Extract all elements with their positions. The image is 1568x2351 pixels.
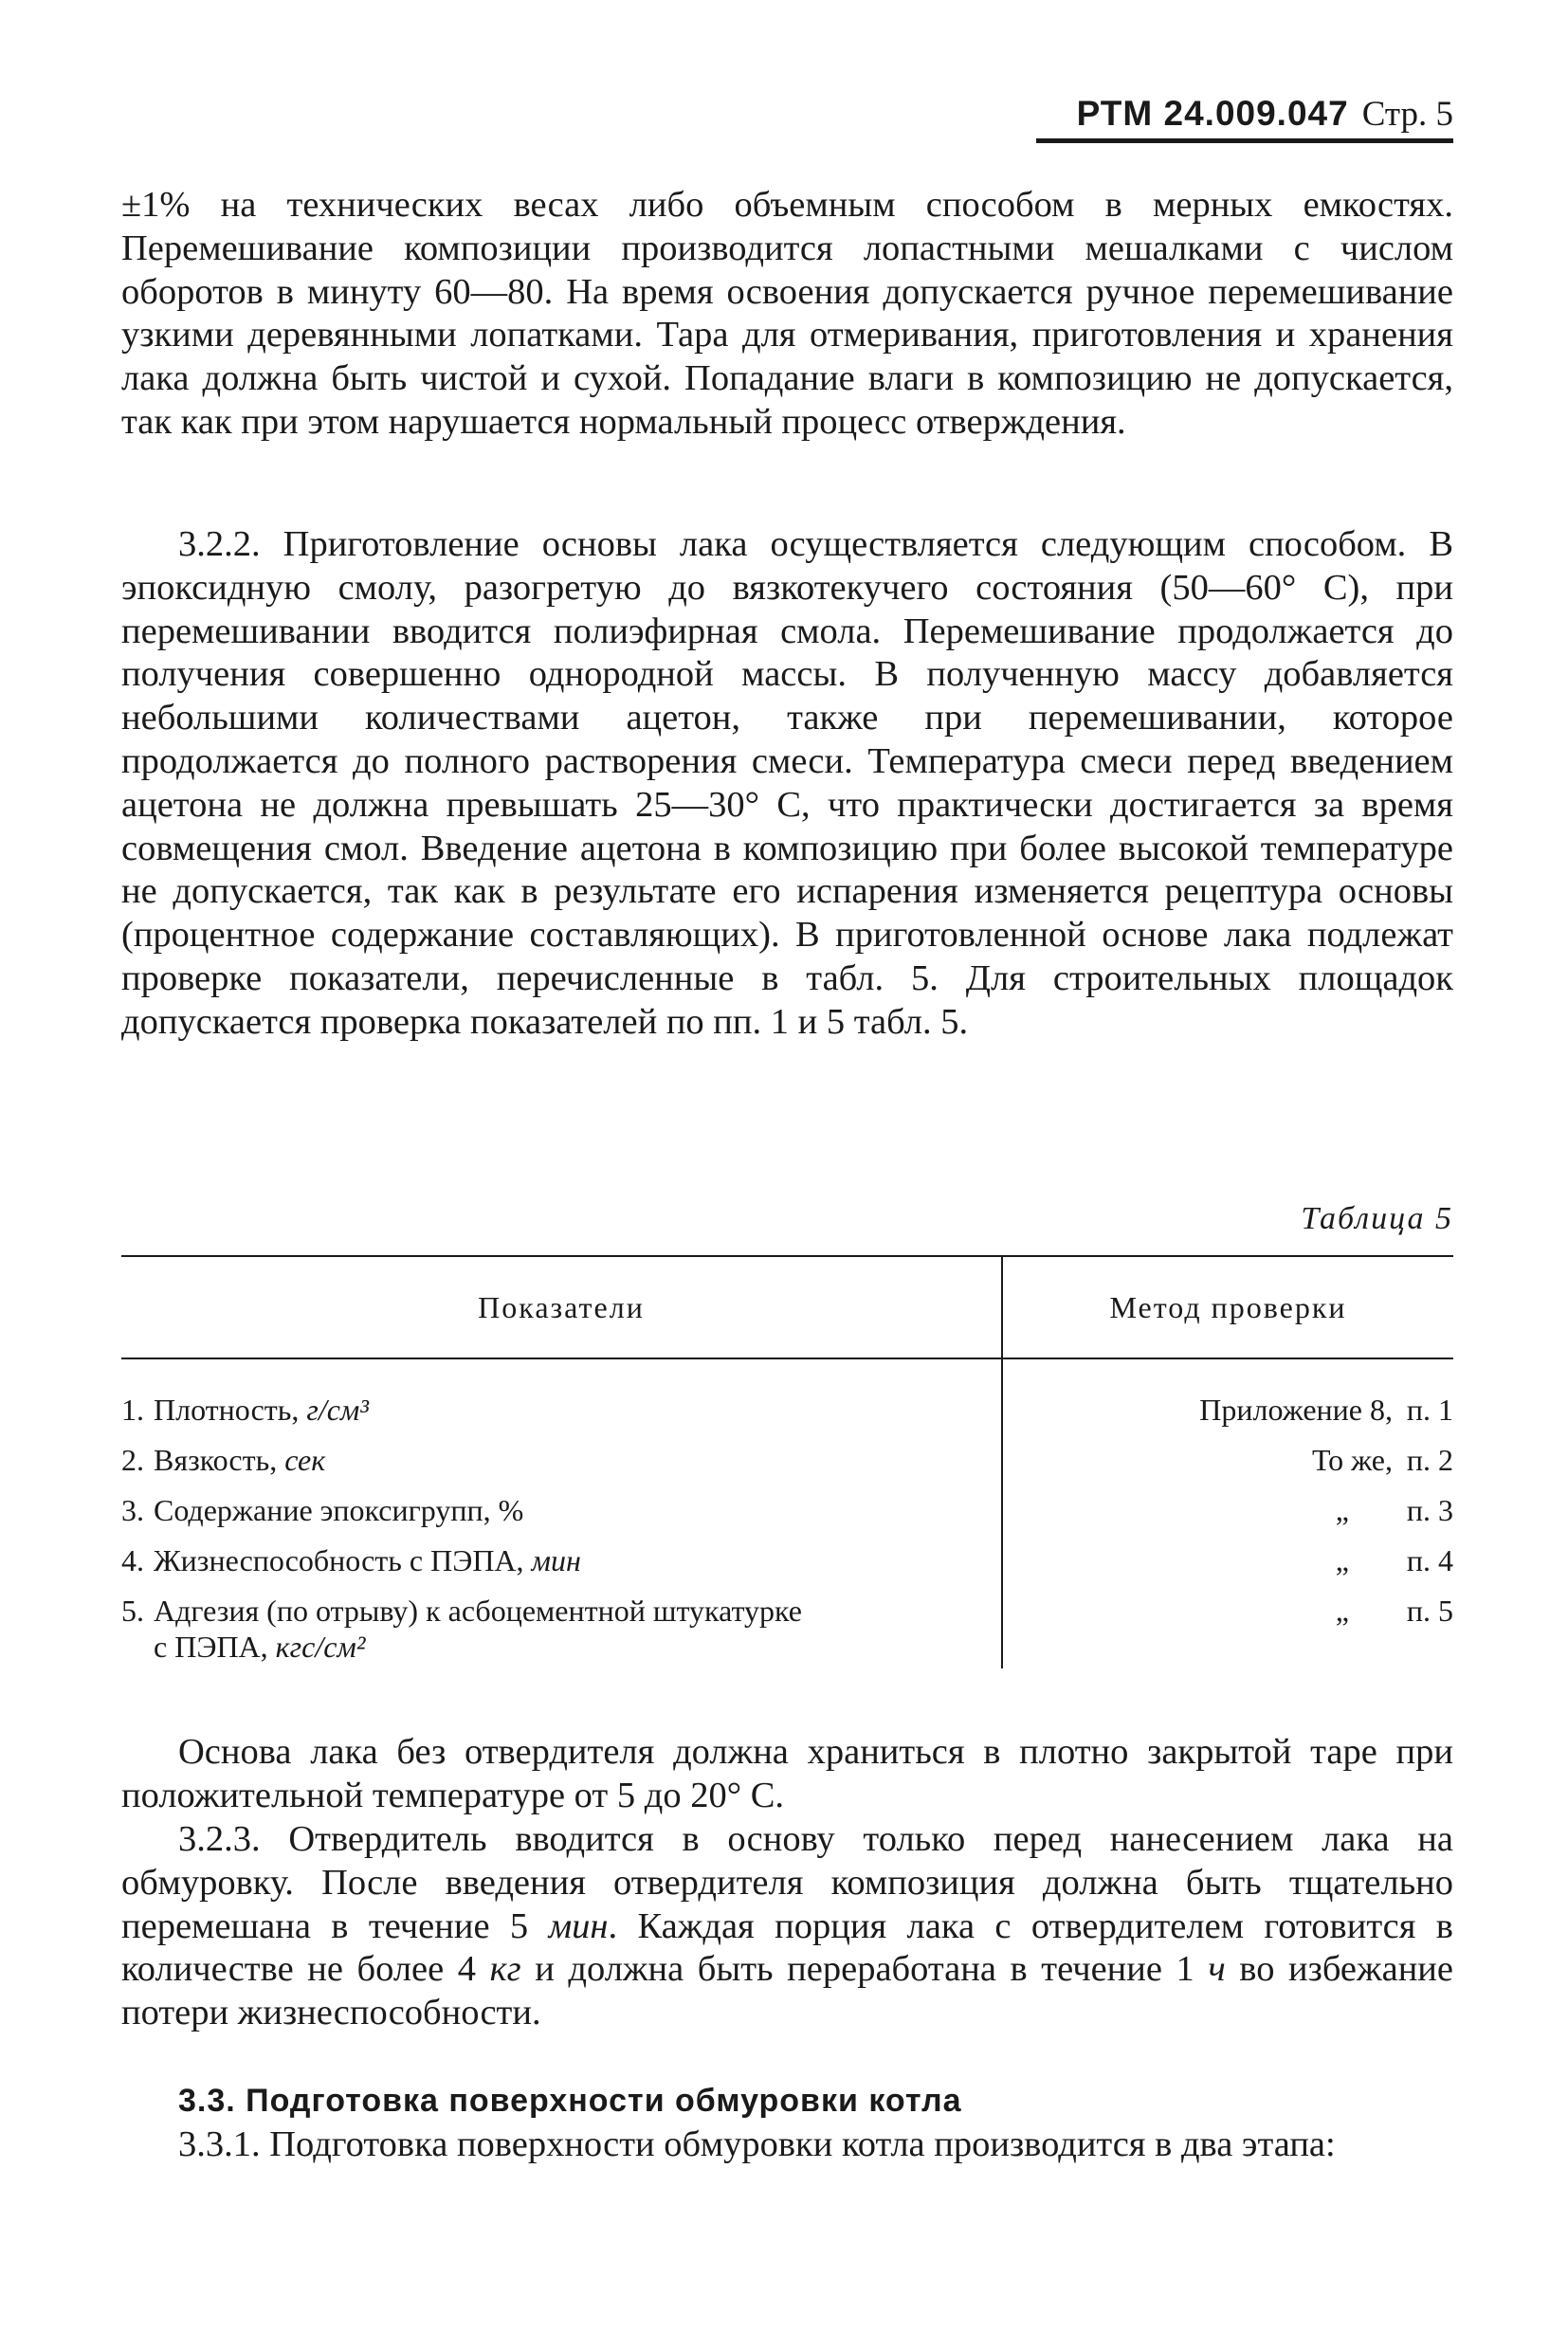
table-row: [121, 1578, 1453, 1668]
method-cell: „ п. 4: [1335, 1543, 1453, 1577]
page-number: Стр. 5: [1361, 95, 1453, 134]
column-header-indicators: Показатели: [121, 1256, 1002, 1358]
method-cell: То же, п. 2: [1311, 1443, 1453, 1477]
page-header: [1036, 93, 1453, 143]
paragraph-3-3-1: 3.3.1. Подготовка поверхности обмуровки котла производится в два этапа:: [178, 2124, 1336, 2164]
table-caption: Таблица 5: [1301, 1201, 1453, 1236]
table-row: [121, 1528, 1453, 1578]
method-cell: „ п. 5: [1335, 1594, 1453, 1628]
method-cell: Приложение 8, п. 1: [1199, 1393, 1453, 1427]
section-heading-3-3: 3.3. Подготовка поверхности обмуровки котла: [178, 2083, 962, 2119]
paragraph-3-2-3: 3.2.3. Отвердитель вводится в основу только перед нанесением лака на обмуровку. После введения отвердителя композиция должна быть тщательно перемешана в течение 5 мин. Каждая порция лака с отвердителем готовится в количестве не более 4 кг и должна быть переработана в течение 1 ч во избежание потери жизнеспособности.: [121, 1819, 1453, 2033]
document-code: РТМ 24.009.047: [1076, 94, 1349, 133]
table-row: [121, 1428, 1453, 1478]
table-5: [121, 1255, 1453, 1668]
indicator-cell: 4. Жизнеспособность с ПЭПА, мин: [121, 1528, 1002, 1578]
indicator-cell: 2. Вязкость, сек: [121, 1428, 1002, 1478]
indicator-cell: 3. Содержание эпоксигрупп, %: [121, 1478, 1002, 1528]
method-cell: „ п. 3: [1335, 1493, 1453, 1527]
indicator-cell: 5. Адгезия (по отрыву) к асбоцементной штукатурке с ПЭПА, кгс/см²: [121, 1578, 1002, 1668]
paragraph-continuation: ±1% на технических весах либо объемным способом в мерных емкостях. Перемешивание композиции производится лопастными мешалками с числом оборотов в минуту 60—80. На время освоения допускается ручное перемешивание узкими деревянными лопатками. Тара для отмеривания, приготовления и хранения лака должна быть чистой и сухой. Попадание влаги в композицию не допускается, так как при этом нарушается нормальный процесс отверждения.: [121, 185, 1453, 442]
paragraph-storage: Основа лака без отвердителя должна храниться в плотно закрытой таре при положительной температуре от 5 до 20° С.: [121, 1732, 1453, 1815]
table-row: [121, 1358, 1453, 1428]
paragraph-3-2-2: 3.2.2. Приготовление основы лака осуществляется следующим способом. В эпоксидную смолу, разогретую до вязкотекучего состояния (50—60° С), при перемешивании вводится полиэфирная смола. Перемешивание продолжается до получения совершенно однородной массы. В полученную массу добавляется небольшими количествами ацетон, также при перемешивании, которое продолжается до полного растворения смеси. Температура смеси перед введением ацетона не должна превышать 25—30° С, что практически достигается за время совмещения смол. Введение ацетона в композицию при более высокой температуре не допускается, так как в результате его испарения изменяется рецептура основы (процентное содержание составляющих). В приготовленной основе лака подлежат проверке показатели, перечисленные в табл. 5. Для строительных площадок допускается проверка показателей по пп. 1 и 5 табл. 5.: [121, 524, 1453, 1042]
indicator-cell: 1. Плотность, г/см³: [121, 1358, 1002, 1428]
column-header-method: Метод проверки: [1002, 1256, 1453, 1358]
table-row: [121, 1478, 1453, 1528]
table-header-row: [121, 1256, 1453, 1358]
